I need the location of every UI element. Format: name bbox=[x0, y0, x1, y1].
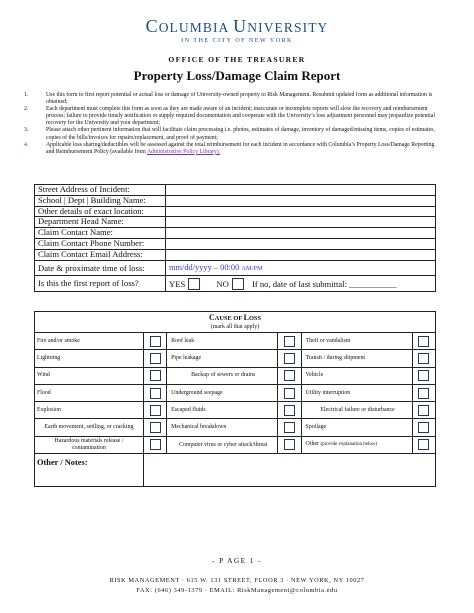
cause-label: Pipe leakage bbox=[167, 350, 278, 367]
instruction-number: 2. bbox=[24, 106, 29, 113]
info-row bbox=[35, 275, 436, 291]
first-report-options bbox=[166, 275, 436, 291]
notes-row bbox=[35, 454, 436, 487]
cause-label: Lightning bbox=[35, 350, 144, 367]
checkbox-square bbox=[418, 422, 429, 433]
logo-text-niversity: NIVERSITY bbox=[247, 20, 329, 35]
info-row bbox=[35, 185, 436, 196]
instruction-text: Each department must complete this form as soon as they are made aware of an incident; inaccurate or incomplete reports will slow the recovery and reimbursement process; failure to provide timely notification or supply required documentation and cooperate with the University’s loss adjustment personnel may jeopardize potential recovery for the University and your department; bbox=[46, 106, 435, 127]
flood-checkbox[interactable] bbox=[143, 384, 166, 401]
street-address-field[interactable] bbox=[166, 185, 436, 196]
checkbox-square bbox=[418, 439, 429, 450]
form-title: Property Loss/Damage Claim Report bbox=[133, 68, 341, 83]
footer-contact: FAX: (646) 349-1379 · EMAIL: RiskManagement@columbia.edu bbox=[136, 587, 338, 594]
yes-label: YES bbox=[169, 278, 186, 289]
underground-seepage-checkbox[interactable] bbox=[278, 384, 301, 401]
theft-vandalism-checkbox[interactable] bbox=[412, 333, 435, 350]
policy-library-link[interactable]: Administrative Policy Library). bbox=[146, 148, 221, 155]
cause-label: Mechanical breakdown bbox=[167, 419, 278, 436]
instruction-item bbox=[24, 127, 442, 141]
date-placeholder bbox=[169, 263, 263, 272]
pipe-leakage-checkbox[interactable] bbox=[278, 350, 301, 367]
cause-label: Earth movement, settling, or cracking bbox=[35, 419, 144, 436]
cause-label: Underground seepage bbox=[167, 384, 278, 401]
cause-row bbox=[35, 419, 436, 436]
hazardous-materials-checkbox[interactable] bbox=[143, 436, 166, 453]
first-report-label: Is this the first report of loss? bbox=[35, 275, 166, 291]
logo-letter-u: U bbox=[233, 16, 248, 36]
sewer-backup-checkbox[interactable] bbox=[278, 367, 301, 384]
cause-heading-row bbox=[35, 312, 436, 333]
logo-letter-c: C bbox=[145, 16, 159, 36]
incident-info-table bbox=[34, 184, 436, 292]
ampm-placeholder: AM/PM bbox=[241, 264, 263, 272]
cause-label: Explosion bbox=[35, 402, 144, 419]
instruction-number: 4. bbox=[24, 141, 29, 148]
instruction-text: Use this form to first report potential or actual loss or damage of University-owned property to Risk Management. Resubmit updated form as additional information is obtained; bbox=[46, 92, 433, 106]
location-details-label: Other details of exact location: bbox=[35, 206, 166, 217]
mechanical-breakdown-checkbox[interactable] bbox=[278, 419, 301, 436]
building-name-field[interactable] bbox=[166, 195, 436, 206]
other-explanation-note: (provide explanation below) bbox=[320, 442, 378, 448]
explosion-checkbox[interactable] bbox=[143, 402, 166, 419]
other-cause-cell bbox=[301, 436, 412, 453]
contact-phone-field[interactable] bbox=[166, 238, 436, 249]
instruction-item bbox=[24, 106, 442, 127]
checkbox-square bbox=[284, 336, 295, 347]
cause-label: Computer virus or cyber attack/threat bbox=[167, 436, 278, 453]
university-logo bbox=[0, 16, 474, 37]
electrical-failure-checkbox[interactable] bbox=[412, 402, 435, 419]
checkbox-square bbox=[284, 353, 295, 364]
other-cause-checkbox[interactable] bbox=[412, 436, 435, 453]
info-row bbox=[35, 206, 436, 217]
computer-virus-checkbox[interactable] bbox=[278, 436, 301, 453]
department-head-label: Department Head Name: bbox=[35, 217, 166, 228]
no-checkbox[interactable] bbox=[232, 278, 244, 290]
wind-checkbox[interactable] bbox=[143, 367, 166, 384]
cause-of-loss-table bbox=[34, 311, 436, 487]
department-head-field[interactable] bbox=[166, 217, 436, 228]
info-row bbox=[35, 217, 436, 228]
yes-checkbox[interactable] bbox=[188, 278, 200, 290]
checkbox-square bbox=[284, 422, 295, 433]
cause-heading bbox=[35, 312, 436, 333]
cause-row bbox=[35, 384, 436, 401]
cause-label: Vehicle bbox=[301, 367, 412, 384]
cause-row bbox=[35, 333, 436, 350]
cause-label: Transit / during shipment bbox=[301, 350, 412, 367]
no-label: NO bbox=[216, 278, 229, 289]
cause-label: Wind bbox=[35, 367, 144, 384]
heading-letter-l: L bbox=[243, 313, 249, 322]
building-name-label: School | Dept | Building Name: bbox=[35, 195, 166, 206]
footer-address: RISK MANAGEMENT · 615 W. 131 STREET, FLOOR 3 · NEW YORK, NY 10027 bbox=[109, 577, 365, 584]
cause-subheading: (mark all that apply) bbox=[210, 323, 260, 330]
date-placeholder-text: mm/dd/yyyy – 00:00 bbox=[169, 262, 242, 272]
instruction-text: Please attach other pertinent information that will facilitate claim processing i.e. photos, estimates of damage, inventory of damaged/missing items, copies of estimates, copies of the bills/invoices for repairs/replacement, and proof of payment; bbox=[46, 127, 435, 141]
cause-label: Utility interruption bbox=[301, 384, 412, 401]
contact-email-label: Claim Contact Email Address: bbox=[35, 249, 166, 260]
utility-interruption-checkbox[interactable] bbox=[412, 384, 435, 401]
cause-row bbox=[35, 350, 436, 367]
cause-row bbox=[35, 402, 436, 419]
page-number: - P AGE 1 - bbox=[211, 556, 263, 565]
cause-heading-text bbox=[209, 313, 261, 322]
date-of-loss-label: Date & proximate time of loss: bbox=[35, 260, 166, 275]
vehicle-checkbox[interactable] bbox=[412, 367, 435, 384]
fire-smoke-checkbox[interactable] bbox=[143, 333, 166, 350]
instruction-item bbox=[24, 92, 442, 106]
contact-email-field[interactable] bbox=[166, 249, 436, 260]
roof-leak-checkbox[interactable] bbox=[278, 333, 301, 350]
checkbox-square bbox=[150, 353, 161, 364]
instruction-item bbox=[24, 142, 442, 156]
info-row bbox=[35, 260, 436, 275]
contact-name-field[interactable] bbox=[166, 228, 436, 239]
info-row bbox=[35, 228, 436, 239]
checkbox-square bbox=[284, 405, 295, 416]
checkbox-square bbox=[150, 370, 161, 381]
cause-label: Electrical failure or disturbance bbox=[301, 402, 412, 419]
checkbox-square bbox=[284, 388, 295, 399]
contact-name-label: Claim Contact Name: bbox=[35, 228, 166, 239]
cause-label: Fire and/or smoke bbox=[35, 333, 144, 350]
cause-row bbox=[35, 436, 436, 453]
checkbox-square bbox=[418, 336, 429, 347]
instruction-number: 1. bbox=[24, 92, 29, 98]
info-row bbox=[35, 249, 436, 260]
checkbox-square bbox=[150, 422, 161, 433]
cause-label: Roof leak bbox=[167, 333, 278, 350]
contact-phone-label: Claim Contact Phone Number: bbox=[35, 238, 166, 249]
notes-label-cell bbox=[35, 454, 144, 487]
checkbox-square bbox=[150, 439, 161, 450]
cause-label: Theft or vandalism bbox=[301, 333, 412, 350]
cause-label: Escaped fluids bbox=[167, 402, 278, 419]
info-row bbox=[35, 195, 436, 206]
cause-label: Backup of sewers or drains bbox=[167, 367, 278, 384]
cause-label: Flood bbox=[35, 384, 144, 401]
checkbox-square bbox=[418, 405, 429, 416]
street-address-label: Street Address of Incident: bbox=[35, 185, 166, 196]
transit-checkbox[interactable] bbox=[412, 350, 435, 367]
instruction-text: Applicable loss sharing/deductibles will be assessed against the total reimbursement for each incident in accordance with Columbia’s Property Loss/Damage Reporting and Reimbursement Policy (available from bbox=[46, 141, 435, 155]
checkbox-square bbox=[284, 370, 295, 381]
checkbox-square bbox=[150, 405, 161, 416]
checkbox-square bbox=[284, 439, 295, 450]
logo-text-olumbia: OLUMBIA bbox=[158, 20, 229, 35]
notes-field[interactable] bbox=[143, 454, 435, 487]
spoilage-checkbox[interactable] bbox=[412, 419, 435, 436]
cause-label: Hazardous materials release / contamination bbox=[35, 436, 144, 453]
cause-row bbox=[35, 367, 436, 384]
heading-text-ause: AUSE OF bbox=[214, 315, 244, 322]
escaped-fluids-checkbox[interactable] bbox=[278, 402, 301, 419]
info-row bbox=[35, 238, 436, 249]
logo-tagline: IN THE CITY OF NEW YORK bbox=[181, 37, 293, 44]
checkbox-square bbox=[418, 388, 429, 399]
heading-letter-c: C bbox=[208, 313, 215, 322]
checkbox-square bbox=[418, 370, 429, 381]
location-details-field[interactable] bbox=[166, 206, 436, 217]
instructions-list bbox=[24, 92, 442, 156]
date-of-loss-field[interactable] bbox=[166, 260, 436, 275]
office-name: OFFICE OF THE TREASURER bbox=[168, 55, 306, 64]
instruction-number: 3. bbox=[24, 127, 29, 134]
last-submittal-date-field[interactable]: If no, date of last submittal: ___________ bbox=[251, 278, 397, 289]
cause-label: Other bbox=[305, 441, 319, 448]
earth-movement-checkbox[interactable] bbox=[143, 419, 166, 436]
lightning-checkbox[interactable] bbox=[143, 350, 166, 367]
checkbox-square bbox=[150, 336, 161, 347]
notes-label: Other / Notes: bbox=[37, 458, 88, 468]
checkbox-square bbox=[150, 388, 161, 399]
heading-text-oss: OSS bbox=[248, 315, 262, 322]
checkbox-square bbox=[418, 353, 429, 364]
cause-label: Spoilage bbox=[301, 419, 412, 436]
